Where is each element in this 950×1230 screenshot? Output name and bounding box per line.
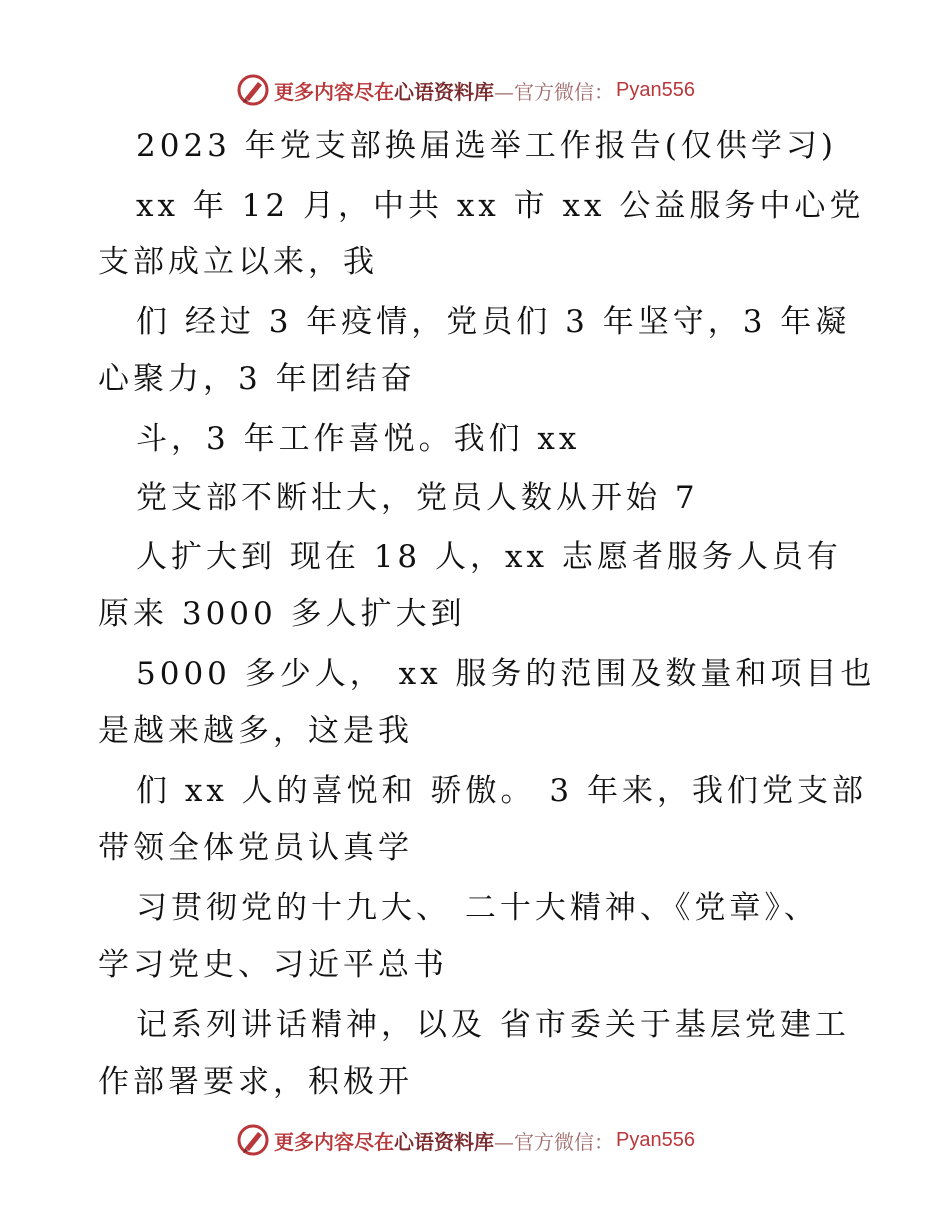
watermark-text-1: 更多内容尽在 — [274, 1129, 394, 1154]
watermark-banner-bottom — [236, 1122, 695, 1158]
paragraph-line: xx 年 12 月，中共 xx 市 xx 公益服务中心党 — [136, 188, 865, 224]
watermark-id: Pyan556 — [616, 1128, 695, 1151]
paragraph-line: 习贯彻党的十九大、 二十大精神、《党章》、 — [136, 890, 819, 926]
watermark-text-1: 更多内容尽在 — [274, 79, 394, 104]
pen-logo-icon — [236, 73, 270, 107]
paragraph-line: 支部成立以来，我 — [98, 244, 378, 280]
watermark-text-2: 心语资料库 — [394, 1129, 494, 1154]
paragraph-line: 党支部不断壮大，党员人数从开始 7 — [136, 480, 699, 516]
document-title: 2023 年党支部换届选举工作报告(仅供学习) — [136, 128, 837, 164]
paragraph-line: 带领全体党员认真学 — [98, 830, 413, 866]
paragraph-line: 们 xx 人的喜悦和 骄傲。 3 年来，我们党支部 — [136, 773, 867, 809]
paragraph-line: 们 经过 3 年疫情，党员们 3 年坚守，3 年凝 — [136, 304, 851, 340]
paragraph-line: 斗，3 年工作喜悦。我们 xx — [136, 421, 581, 457]
paragraph-line: 人扩大到 现在 18 人，xx 志愿者服务人员有 — [136, 539, 842, 575]
paragraph-line: 是越来越多，这是我 — [98, 713, 413, 749]
pen-logo-icon — [236, 1123, 270, 1157]
watermark-text-3: —官方微信： — [494, 1129, 614, 1154]
watermark-text-2: 心语资料库 — [394, 79, 494, 104]
watermark-id: Pyan556 — [616, 78, 695, 101]
paragraph-line: 学习党史、习近平总书 — [98, 947, 448, 983]
paragraph-line: 5000 多少人， xx 服务的范围及数量和项目也 — [136, 656, 876, 692]
watermark-text-3: —官方微信： — [494, 79, 614, 104]
paragraph-line: 心聚力，3 年团结奋 — [98, 361, 416, 397]
watermark-banner-top — [236, 72, 695, 108]
paragraph-line: 记系列讲话精神，以及 省市委关于基层党建工 — [136, 1007, 850, 1043]
paragraph-line: 作部署要求，积极开 — [98, 1064, 413, 1100]
paragraph-line: 原来 3000 多人扩大到 — [98, 596, 466, 632]
